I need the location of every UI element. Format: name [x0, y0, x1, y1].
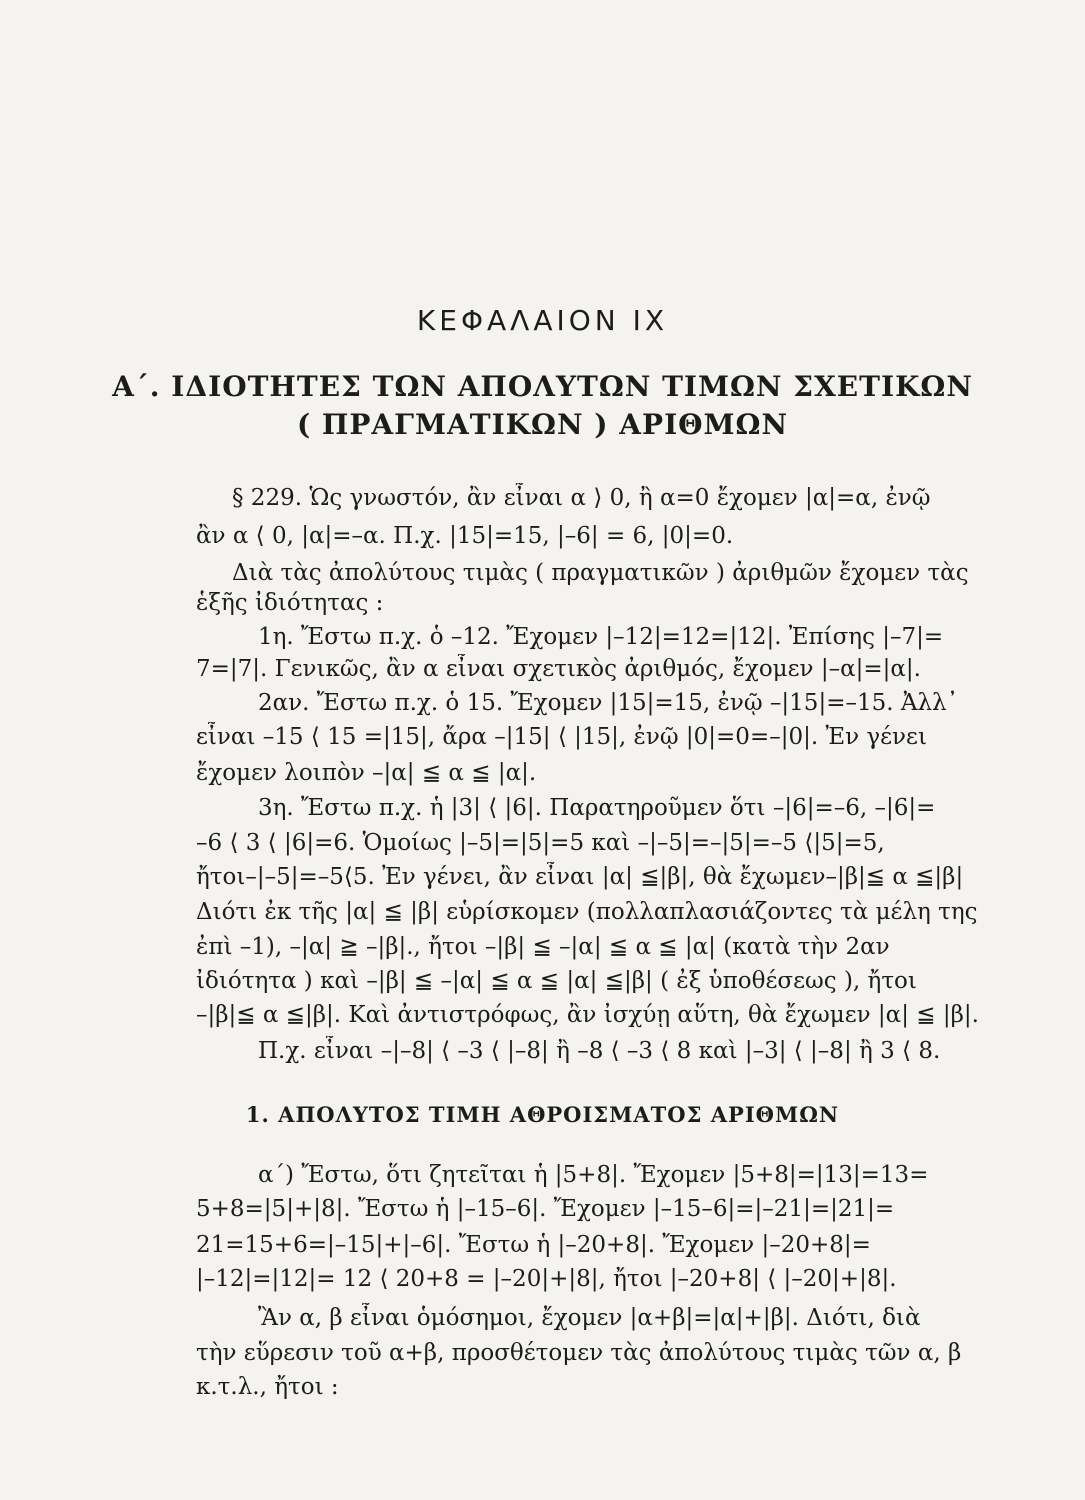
property-1-line: 7=|7|. Γενικῶς, ἂν α εἶναι σχετικὸς ἀριθμός, ἔχομεν |–α|=|α|.: [196, 656, 921, 682]
property-3-line: 3η. Ἔστω π.χ. ἡ |3| ⟨ |6|. Παρατηροῦμεν ὅτι –|6|=–6, –|6|=: [258, 795, 936, 821]
subsection-line: 21=15+6=|–15|+|–6|. Ἔστω ἡ |–20+8|. Ἔχομεν |–20+8|=: [196, 1232, 871, 1258]
paragraph-229-line: § 229. Ὡς γνωστόν, ἂν εἶναι α ⟩ 0, ἢ α=0 ἔχομεν |α|=α, ἐνῷ: [232, 485, 931, 511]
property-3-line: ἰδιότητα ) καὶ –|β| ≦ –|α| ≦ α ≦ |α| ≦|β| ( ἐξ ὑποθέσεως ), ἤτοι: [196, 968, 917, 994]
subsection-line: Ἂν α, β εἶναι ὁμόσημοι, ἔχομεν |α+β|=|α|+|β|. Διότι, διὰ: [258, 1305, 921, 1331]
property-1-line: 1η. Ἔστω π.χ. ὁ –12. Ἔχομεν |–12|=12=|12|. Ἐπίσης |–7|=: [258, 624, 944, 650]
property-3-line: ἐπὶ –1), –|α| ≧ –|β|., ἤτοι –|β| ≦ –|α| ≦ α ≦ |α| (κατὰ τὴν 2αν: [196, 934, 890, 960]
body-line: Διὰ τὰς ἀπολύτους τιμὰς ( πραγματικῶν ) ἀριθμῶν ἔχομεν τὰς: [232, 560, 969, 586]
property-3-line: Διότι ἐκ τῆς |α| ≦ |β| εὑρίσκομεν (πολλαπλασιάζοντες τὰ μέλη της: [196, 899, 978, 925]
subsection-line: α΄) Ἔστω, ὅτι ζητεῖται ἡ |5+8|. Ἔχομεν |5+8|=|13|=13=: [258, 1162, 929, 1188]
example-line: Π.χ. εἶναι –|–8| ⟨ –3 ⟨ |–8| ἢ –8 ⟨ –3 ⟨ 8 καὶ |–3| ⟨ |–8| ἢ 3 ⟨ 8.: [258, 1038, 941, 1064]
section-title-line-2: ( ΠΡΑΓΜΑΤΙΚΩΝ ) ΑΡΙΘΜΩΝ: [296, 408, 789, 441]
subsection-line: τὴν εὕρεσιν τοῦ α+β, προσθέτομεν τὰς ἀπολύτους τιμὰς τῶν α, β: [196, 1340, 962, 1366]
subsection-title: 1. ΑΠΟΛΥΤΟΣ ΤΙΜΗ ΑΘΡΟΙΣΜΑΤΟΣ ΑΡΙΘΜΩΝ: [245, 1102, 840, 1127]
chapter-heading: ΚΕΦΑΛΑΙΟΝ ΙΧ: [416, 304, 669, 337]
subsection-line: |–12|=|12|= 12 ⟨ 20+8 = |–20|+|8|, ἤτοι |–20+8| ⟨ |–20|+|8|.: [196, 1266, 897, 1292]
subsection-line: 5+8=|5|+|8|. Ἔστω ἡ |–15–6|. Ἔχομεν |–15–6|=|–21|=|21|=: [196, 1196, 895, 1222]
section-title-line-1: Α΄. ΙΔΙΟΤΗΤΕΣ ΤΩΝ ΑΠΟΛΥΤΩΝ ΤΙΜΩΝ ΣΧΕΤΙΚΩΝ: [112, 370, 973, 403]
property-2-line: εἶναι –15 ⟨ 15 =|15|, ἄρα –|15| ⟨ |15|, ἐνῷ |0|=0=–|0|. Ἐν γένει: [196, 724, 927, 750]
property-3-line: –|β|≦ α ≦|β|. Καὶ ἀντιστρόφως, ἂν ἰσχύῃ αὕτη, θὰ ἔχωμεν |α| ≦ |β|.: [196, 1002, 979, 1028]
paragraph-229-line: ἂν α ⟨ 0, |α|=–α. Π.χ. |15|=15, |–6| = 6, |0|=0.: [196, 523, 734, 549]
body-line: ἑξῆς ἰδιότητας :: [196, 590, 384, 616]
property-2-line: ἔχομεν λοιπὸν –|α| ≦ α ≦ |α|.: [196, 760, 537, 786]
property-2-line: 2αν. Ἔστω π.χ. ὁ 15. Ἔχομεν |15|=15, ἐνῷ –|15|=–15. Ἀλλ᾽: [258, 690, 959, 716]
property-3-line: ἤτοι–|–5|=–5⟨5. Ἐν γένει, ἂν εἶναι |α| ≦|β|, θὰ ἔχωμεν–|β|≦ α ≦|β|: [196, 864, 964, 890]
property-3-line: –6 ⟨ 3 ⟨ |6|=6. Ὁμοίως |–5|=|5|=5 καὶ –|–5|=–|5|=–5 ⟨|5|=5,: [196, 830, 885, 856]
subsection-line: κ.τ.λ., ἤτοι :: [196, 1374, 339, 1400]
